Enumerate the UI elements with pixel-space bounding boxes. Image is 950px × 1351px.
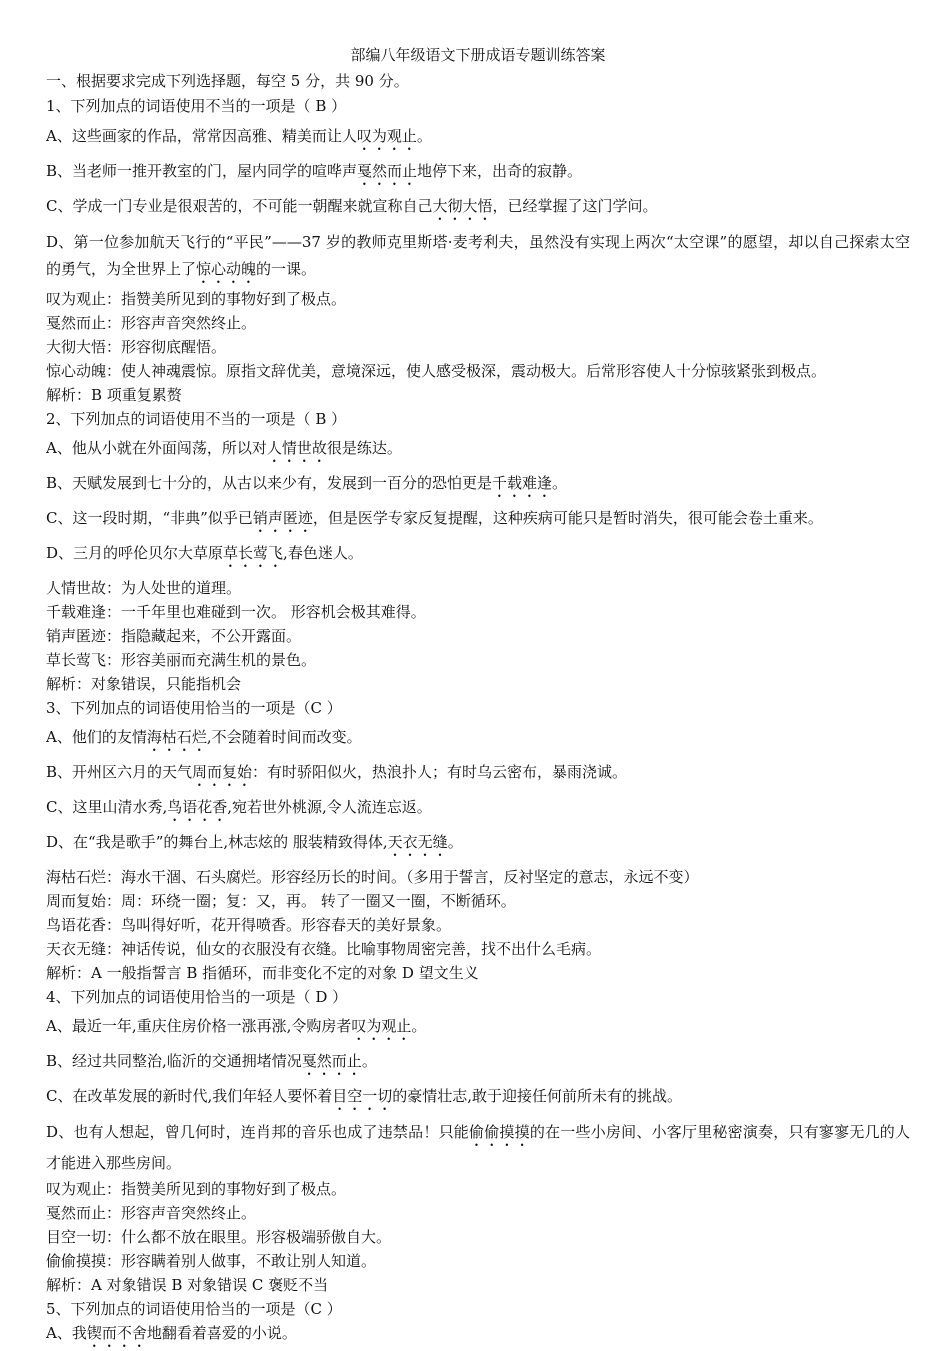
line-text-after: 。 <box>361 1052 377 1070</box>
line-text: 叹为观止：指赞美所见到的事物好到了极点。 <box>46 1180 347 1198</box>
text-line <box>46 1249 910 1273</box>
dotted-idiom: 戛然而止 <box>301 1052 362 1070</box>
line-text: 戛然而止：形容声音突然终止。 <box>46 1204 257 1222</box>
line-text-after: ,春色迷人。 <box>283 544 363 562</box>
line-text: A、最近一年,重庆住房价格一涨再涨,令购房者 <box>46 1017 352 1035</box>
line-text: 草长莺飞：形容美丽而充满生机的景色。 <box>46 651 317 669</box>
dotted-idiom: 叹为观止 <box>351 1017 412 1035</box>
line-text: 3、下列加点的词语使用恰当的一项是（C ） <box>46 699 342 717</box>
line-text-after: ,宛若世外桃源,令人流连忘返。 <box>227 798 432 816</box>
text-line <box>46 672 910 696</box>
line-text: A、他从小就在外面闯荡，所以对 <box>46 439 267 457</box>
line-text: 海枯石烂：海水干涸、石头腐烂。形容经历长的时间。（多用于誓言，反衬坚定的意志，永远不变） <box>46 868 699 886</box>
text-line <box>46 383 910 407</box>
dotted-idiom: 周而复始 <box>192 763 253 781</box>
text-line <box>46 1119 910 1177</box>
text-line <box>46 1049 910 1079</box>
line-text: 天衣无缝：神话传说，仙女的衣服没有衣缝。比喻事物周密完善，找不出什么毛病。 <box>46 940 602 958</box>
dotted-idiom: 锲而不舍 <box>86 1324 147 1342</box>
text-line <box>46 436 910 466</box>
line-text: D、三月的呼伦贝尔大草原 <box>46 544 224 562</box>
line-text: 周而复始：周：环绕一圈；复：又，再。 转了一圈又一圈，不断循环。 <box>46 892 516 910</box>
text-line <box>46 159 910 189</box>
text-line <box>46 311 910 335</box>
dotted-idiom: 叹为观止 <box>356 127 417 145</box>
dotted-idiom: 草长莺飞 <box>223 544 284 562</box>
line-text-after: ，但是医学专家反复提醒，这种疾病可能只是暂时消失，很可能会卷土重来。 <box>312 509 823 527</box>
line-text-after: 。 <box>416 127 432 145</box>
line-text-after: 地翻看着喜爱的小说。 <box>146 1324 297 1342</box>
text-line <box>46 1084 910 1114</box>
dotted-idiom: 千载难逢 <box>492 474 553 492</box>
line-text: 解析：B 项重复累赘 <box>46 386 182 404</box>
text-line <box>46 1225 910 1249</box>
document-body <box>46 69 910 1351</box>
text-line <box>46 600 910 624</box>
text-line <box>46 359 910 383</box>
text-line <box>46 889 910 913</box>
line-text: A、他们的友情 <box>46 728 147 746</box>
text-line <box>46 287 910 311</box>
text-line <box>46 1177 910 1201</box>
line-text: 叹为观止：指赞美所见到的事物好到了极点。 <box>46 290 347 308</box>
line-text: 鸟语花香：鸟叫得好听，花开得喷香。形容春天的美好景象。 <box>46 916 452 934</box>
dotted-idiom: 戛然而止 <box>357 162 418 180</box>
line-text: 一、根据要求完成下列选择题，每空 5 分，共 90 分。 <box>46 72 409 90</box>
line-text-after: ,不会随着时间而改变。 <box>206 728 362 746</box>
line-text: 解析：A 一般指誓言 B 指循环，而非变化不定的对象 D 望文生义 <box>46 964 479 982</box>
dotted-idiom: 鸟语花香 <box>167 798 228 816</box>
line-text: B、当老师一推开教室的门，屋内同学的喧哗声 <box>46 162 358 180</box>
text-line <box>46 937 910 961</box>
line-text: 1、下列加点的词语使用不当的一项是（ B ） <box>46 97 347 115</box>
line-text: 5、下列加点的词语使用恰当的一项是（C ） <box>46 1300 342 1318</box>
line-text-after: 。 <box>411 1017 427 1035</box>
line-text: D、第一位参加航天飞行的“平民”——37 岁的教师克里斯塔·麦考利夫，虽然没有实现上两次“太空课”的愿望，却以自己探索太空的勇气，为全世界上了 <box>46 233 910 278</box>
dotted-idiom: 海枯石烂 <box>146 728 207 746</box>
text-line <box>46 1297 910 1321</box>
text-line <box>46 94 910 119</box>
line-text: A、这些画家的作品，常常因高雅、精美而让人 <box>46 127 357 145</box>
text-line <box>46 1014 910 1044</box>
dotted-idiom: 人情世故 <box>266 439 327 457</box>
line-text: B、经过共同整治,临沂的交通拥堵情况 <box>46 1052 302 1070</box>
text-line <box>46 696 910 720</box>
text-line <box>46 795 910 825</box>
text-line <box>46 194 910 224</box>
line-text: A、我 <box>46 1324 87 1342</box>
text-line <box>46 506 910 536</box>
text-line <box>46 985 910 1009</box>
line-text: C、这一段时期，“非典”似乎已 <box>46 509 253 527</box>
line-text-after: ，已经掌握了这门学问。 <box>492 197 658 215</box>
text-line <box>46 1321 910 1351</box>
dotted-idiom: 大彻大悟 <box>432 197 493 215</box>
line-text-after: 很是练达。 <box>326 439 402 457</box>
line-text: 惊心动魄：使人神魂震惊。原指文辞优美，意境深远，使人感受极深，震动极大。后常形容使人十分惊骇紧张到极点。 <box>46 362 827 380</box>
line-text-after: 。 <box>447 833 463 851</box>
dotted-idiom: 惊心动魄 <box>196 260 257 278</box>
line-text: C、这里山清水秀, <box>46 798 168 816</box>
line-text: 戛然而止：形容声音突然终止。 <box>46 314 257 332</box>
text-line <box>46 760 910 790</box>
text-line <box>46 576 910 600</box>
text-line <box>46 124 910 154</box>
dotted-idiom: 偷偷摸摸 <box>469 1123 530 1141</box>
line-text: 目空一切：什么都不放在眼里。形容极端骄傲自大。 <box>46 1228 392 1246</box>
dotted-idiom: 目空一切 <box>332 1087 393 1105</box>
line-text: 4、下列加点的词语使用恰当的一项是（ D ） <box>46 988 348 1006</box>
text-line <box>46 913 910 937</box>
line-text: D、在“我是歌手”的舞台上,林志炫的 服装精致得体, <box>46 833 388 851</box>
dotted-idiom: 天衣无缝 <box>387 833 448 851</box>
text-line <box>46 229 910 287</box>
text-line <box>46 830 910 860</box>
line-text-after: 的在一些小房间、小客厅里秘密演奏，只有寥寥无几的人才能进入那些房间。 <box>46 1123 910 1172</box>
line-text: B、天赋发展到七十分的，从古以来少有，发展到一百分的恐怕更是 <box>46 474 493 492</box>
line-text: 大彻大悟：形容彻底醒悟。 <box>46 338 227 356</box>
text-line <box>46 471 910 501</box>
text-line <box>46 541 910 571</box>
line-text-after: 地停下来，出奇的寂静。 <box>417 162 583 180</box>
text-line <box>46 69 910 94</box>
text-line <box>46 407 910 431</box>
text-line <box>46 335 910 359</box>
text-line <box>46 624 910 648</box>
line-text: C、学成一门专业是很艰苦的，不可能一朝醒来就宣称自己 <box>46 197 433 215</box>
text-line <box>46 1273 910 1297</box>
line-text-after: 。 <box>552 474 568 492</box>
text-line <box>46 865 910 889</box>
line-text: 人情世故：为人处世的道理。 <box>46 579 242 597</box>
line-text: B、开州区六月的天气 <box>46 763 193 781</box>
text-line <box>46 1201 910 1225</box>
line-text: 销声匿迹：指隐藏起来，不公开露面。 <box>46 627 302 645</box>
text-line <box>46 725 910 755</box>
text-line <box>46 648 910 672</box>
line-text: 偷偷摸摸：形容瞒着别人做事，不敢让别人知道。 <box>46 1252 377 1270</box>
line-text-after: 的豪情壮志,敢于迎接任何前所未有的挑战。 <box>392 1087 683 1105</box>
line-text-after: ：有时骄阳似火，热浪扑人；有时乌云密布，暴雨浇诚。 <box>252 763 628 781</box>
line-text: 解析：对象错误，只能指机会 <box>46 675 242 693</box>
line-text-after: 的一课。 <box>256 260 317 278</box>
text-line <box>46 961 910 985</box>
line-text: C、在改革发展的新时代,我们年轻人要怀着 <box>46 1087 333 1105</box>
line-text: D、也有人想起，曾几何时，连肖邦的音乐也成了违禁品！只能 <box>46 1123 469 1141</box>
dotted-idiom: 销声匿迹 <box>252 509 313 527</box>
line-text: 解析：A 对象错误 B 对象错误 C 褒贬不当 <box>46 1276 329 1294</box>
line-text: 千载难逢：一千年里也难碰到一次。 形容机会极其难得。 <box>46 603 426 621</box>
line-text: 2、下列加点的词语使用不当的一项是（ B ） <box>46 410 347 428</box>
document-title: 部编八年级语文下册成语专题训练答案 <box>350 46 606 64</box>
